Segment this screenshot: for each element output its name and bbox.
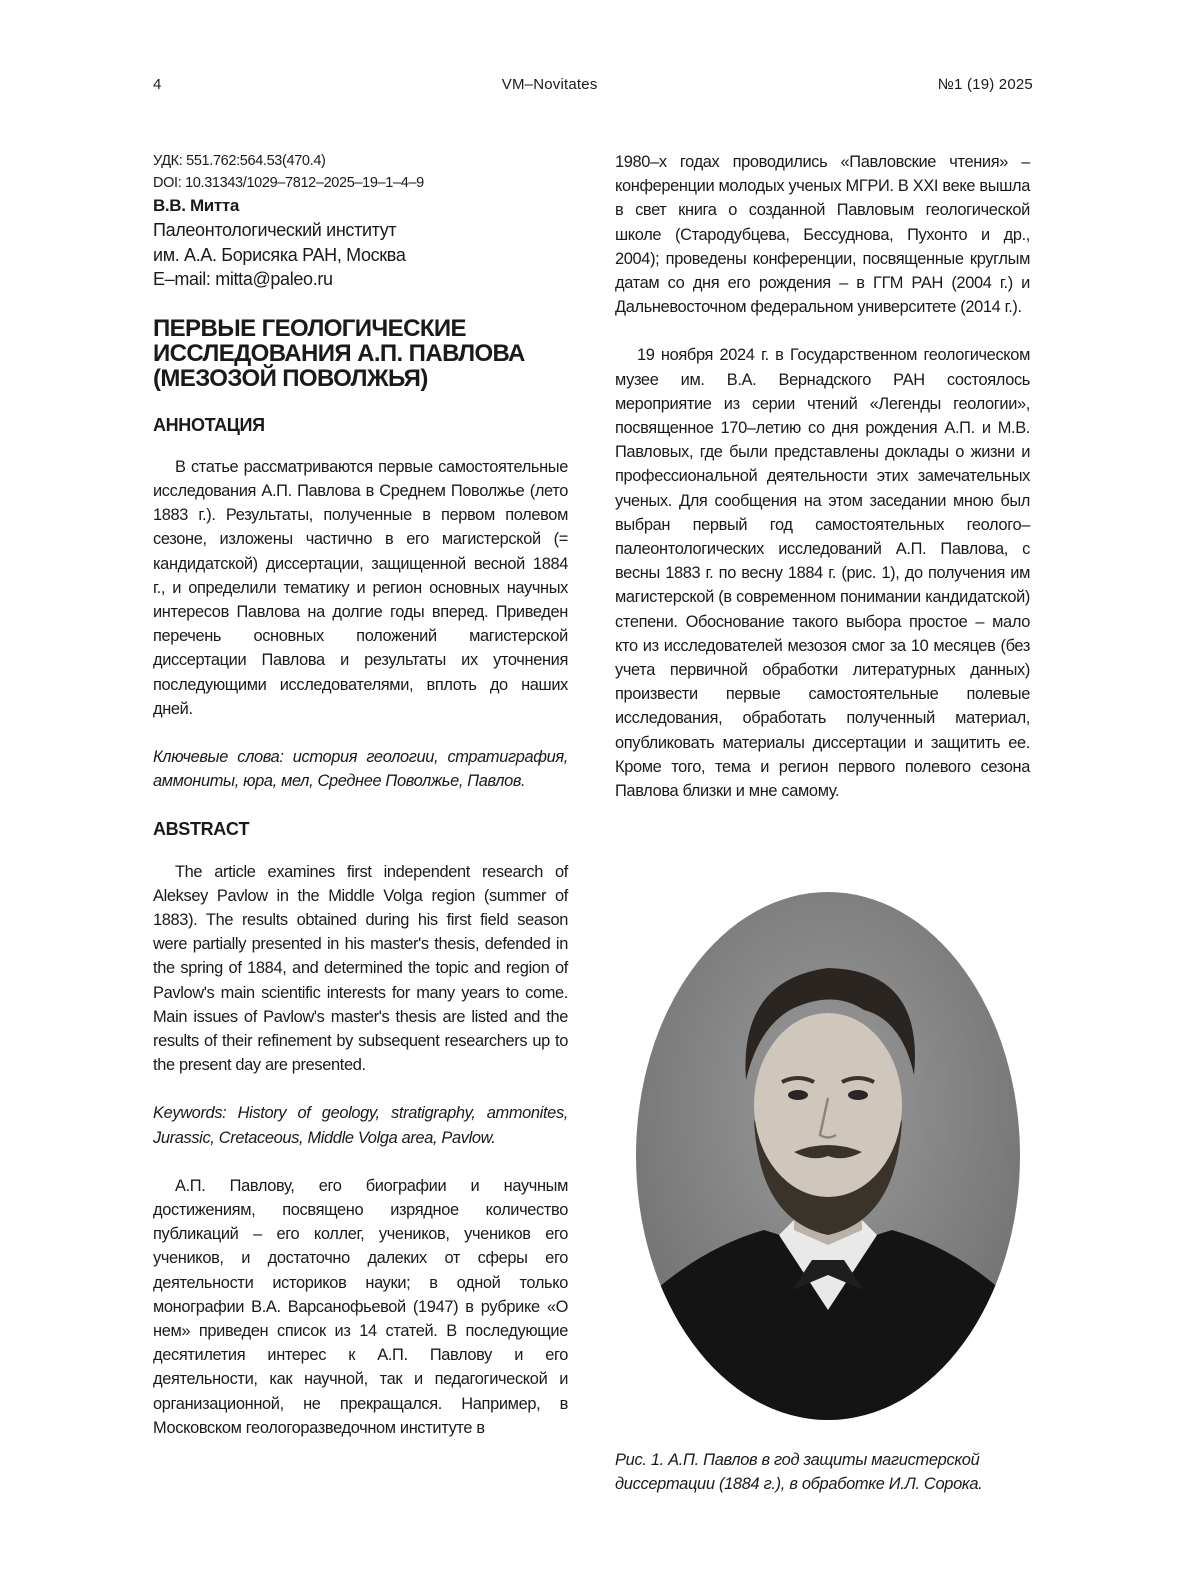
title-line-2: ИССЛЕДОВАНИЯ А.П. ПАВЛОВА bbox=[153, 339, 525, 367]
body-paragraph-right-1: 1980–х годах проводились «Павловские чтения» – конференции молодых ученых МГРИ. В XXI веке вышла в свет книга о созданной Павловым геологической школе (Стародубцева, Бессуднова, Пухонто и др., 2004); проведены конференции, посвященные круглым датам со дня его рождения – в ГГМ РАН (2004 г.) и Дальневосточном федеральном университете (2014 г.). bbox=[615, 153, 1030, 317]
portrait-image bbox=[634, 890, 1022, 1422]
author-email: E–mail: mitta@paleo.ru bbox=[153, 269, 333, 289]
abstract-text: The article examines first independent research of Aleksey Pavlow in the Middle Volga region (summer of 1883). The results obtained during his first field season were partially presented in his master's thesis, defended in the spring of 1884, and determined the topic and region of Pavlow's main scientific interests for many years to come. Main issues of Pavlow's master's thesis are listed and the results of their refinement by subsequent researchers up to the present day are presented. bbox=[153, 862, 568, 1075]
author-name: В.В. Митта bbox=[153, 196, 239, 215]
affiliation-line-1: Палеонтологический институт bbox=[153, 220, 397, 240]
abstract-heading: ABSTRACT bbox=[153, 819, 250, 840]
title-line-1: ПЕРВЫЕ ГЕОЛОГИЧЕСКИЕ bbox=[153, 314, 466, 342]
annotation-keywords: Ключевые слова: история геологии, стратиграфия, аммониты, юра, мел, Среднее Поволжье, Павлов. bbox=[153, 747, 568, 791]
annotation-heading: АННОТАЦИЯ bbox=[153, 414, 265, 435]
left-column bbox=[153, 150, 568, 1440]
right-column bbox=[615, 150, 1030, 803]
journal-name: VM–Novitates bbox=[501, 76, 598, 93]
udk-code: УДК: 551.762:564.53(470.4) bbox=[153, 153, 326, 169]
article-title bbox=[153, 316, 568, 391]
affiliation-line-2: им. А.А. Борисяка РАН, Москва bbox=[153, 244, 406, 265]
page-number: 4 bbox=[153, 76, 162, 93]
doi: DOI: 10.31343/1029–7812–2025–19–1–4–9 bbox=[153, 175, 424, 191]
body-paragraph-right-2: 19 ноября 2024 г. в Государственном геологическом музее им. В.А. Вернадского РАН состоялось мероприятие из серии чтений «Легенды геологии», посвященное 170–летию со дня рождения А.П. и М.В. Павловых, где были представлены доклады о жизни и профессиональной деятельности этих замечательных ученых. Для сообщения на этом заседании мною был выбран первый год самостоятельных геолого–палеонтологических исследований А.П. Павлова, с весны 1883 г. по весну 1884 г. (рис. 1), до получения им магистерской (в современном понимании кандидатской) степени. Обоснование такого выбора простое – мало кто из исследователей мезозоя смог за 10 месяцев (без учета первичной обработки литературных данных) произвести первые самостоятельные полевые исследования, обработать полученный материал, опубликовать материалы диссертации и защитить ее. Кроме того, тема и регион первого полевого сезона Павлова близки и мне самому. bbox=[615, 346, 1030, 801]
figure-caption: Рис. 1. А.П. Павлов в год защиты магистерской диссертации (1884 г.), в обработке И.Л. Сорока. bbox=[615, 1451, 983, 1493]
portrait-figure bbox=[634, 890, 1022, 1422]
title-line-3: (МЕЗОЗОЙ ПОВОЛЖЬЯ) bbox=[153, 364, 428, 392]
annotation-text: В статье рассматриваются первые самостоятельные исследования А.П. Павлова в Среднем Поволжье (лето 1883 г.). Результаты, полученные в первом полевом сезоне, изложены частично в его магистерской (= кандидатской) диссертации, защищенной весной 1884 г., и определили тематику и регион основных научных интересов Павлова на долгие годы вперед. Приведен перечень основных положений магистерской диссертации Павлова и результаты их уточнения последующими исследователями, вплоть до наших дней. bbox=[153, 457, 568, 718]
body-paragraph-left: А.П. Павлову, его биографии и научным достижениям, посвящено изрядное количество публикаций – его коллег, учеников, учеников его учеников, и достаточно далеких от сферы его деятельности историков науки; в одной только монографии В.А. Варсанофьевой (1947) в рубрике «О нем» приведен список из 14 статей. В последующие десятилетия интерес к А.П. Павлову и его деятельности, как научной, так и педагогической и организационной, не прекращался. Например, в Московском геологоразведочном институте в bbox=[153, 1176, 568, 1437]
abstract-keywords: Keywords: History of geology, stratigraphy, ammonites, Jurassic, Cretaceous, Middle Volga area, Pavlow. bbox=[153, 1104, 568, 1147]
running-head bbox=[153, 76, 1033, 93]
issue-number: №1 (19) 2025 bbox=[937, 76, 1033, 93]
